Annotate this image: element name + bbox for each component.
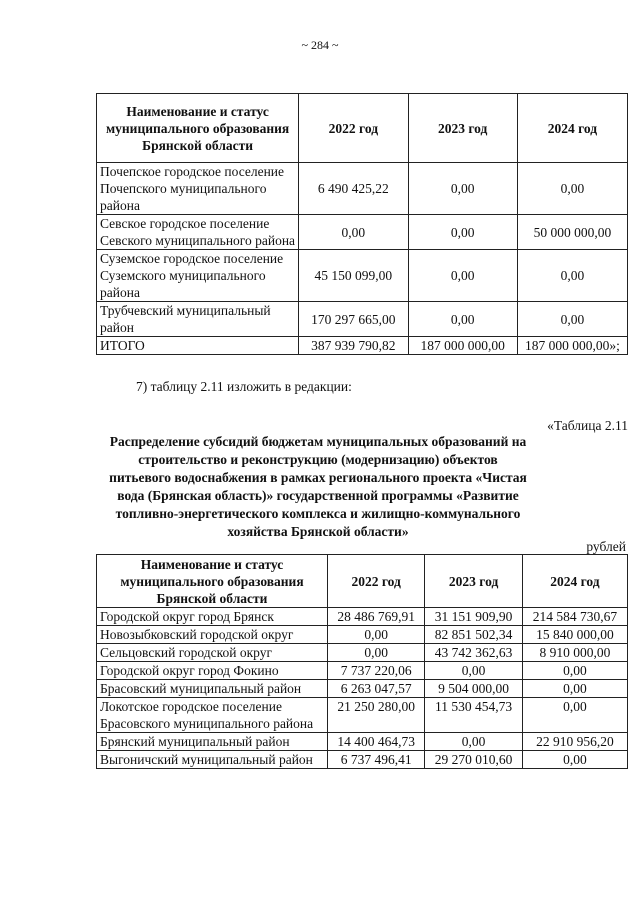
header-2024: 2024 год — [522, 555, 627, 608]
total-2023: 187 000 000,00 — [408, 337, 517, 355]
value-2023: 11 530 454,73 — [425, 698, 522, 733]
table-row — [97, 215, 628, 250]
table-2-10-end — [96, 93, 628, 355]
value-2022: 0,00 — [328, 644, 425, 662]
value-2022: 21 250 280,00 — [328, 698, 425, 733]
table-header-row — [97, 555, 628, 608]
value-2023: 0,00 — [425, 662, 522, 680]
value-2024: 214 584 730,67 — [522, 608, 627, 626]
table-header-row — [97, 94, 628, 163]
table-title: Распределение субсидий бюджетам муниципальных образований на строительство и реконструкцию (модернизацию) объектов питьевого водоснабжения в рамках регионального проекта «Чистая вода (Брянская область)» государственной программы «Развитие топливно-энергетического комплекса и жилищно-коммунального хозяйства Брянской области» — [109, 434, 527, 539]
value-2024: 22 910 956,20 — [522, 733, 627, 751]
table-2-11 — [96, 554, 628, 769]
table-row — [97, 662, 628, 680]
amendment-instruction: 7) таблицу 2.11 изложить в редакции: — [136, 379, 352, 394]
value-2023: 43 742 362,63 — [425, 644, 522, 662]
table-row — [97, 751, 628, 769]
value-2022: 7 737 220,06 — [328, 662, 425, 680]
units-label: рублей — [586, 539, 626, 554]
value-2022: 0,00 — [328, 626, 425, 644]
value-2023: 82 851 502,34 — [425, 626, 522, 644]
municipality-name: Городской округ город Брянск — [97, 608, 328, 626]
value-2024: 0,00 — [517, 302, 627, 337]
municipality-name: Выгоничский муниципальный район — [97, 751, 328, 769]
header-2022: 2022 год — [299, 94, 408, 163]
municipality-name: Трубчевский муниципальный район — [97, 302, 299, 337]
value-2022: 0,00 — [299, 215, 408, 250]
header-municipality: Наименование и статус муниципального образования Брянской области — [97, 555, 328, 608]
page-number: ~ 284 ~ — [301, 38, 339, 52]
value-2024: 0,00 — [522, 751, 627, 769]
value-2022: 6 263 047,57 — [328, 680, 425, 698]
total-2022: 387 939 790,82 — [299, 337, 408, 355]
value-2023: 0,00 — [425, 733, 522, 751]
value-2023: 0,00 — [408, 250, 517, 302]
header-2022: 2022 год — [328, 555, 425, 608]
header-2023: 2023 год — [425, 555, 522, 608]
municipality-name: Почепское городское поселение Почепского муниципального района — [97, 163, 299, 215]
table-row — [97, 302, 628, 337]
value-2024: 0,00 — [522, 680, 627, 698]
value-2023: 0,00 — [408, 163, 517, 215]
municipality-name: Брянский муниципальный район — [97, 733, 328, 751]
table-row — [97, 733, 628, 751]
value-2022: 14 400 464,73 — [328, 733, 425, 751]
value-2023: 0,00 — [408, 215, 517, 250]
value-2022: 170 297 665,00 — [299, 302, 408, 337]
table-label: «Таблица 2.11 — [547, 418, 628, 433]
value-2024: 0,00 — [522, 698, 627, 733]
total-label: ИТОГО — [97, 337, 299, 355]
value-2022: 6 490 425,22 — [299, 163, 408, 215]
value-2022: 45 150 099,00 — [299, 250, 408, 302]
table-row — [97, 626, 628, 644]
table-row — [97, 163, 628, 215]
table-row — [97, 698, 628, 733]
value-2023: 29 270 010,60 — [425, 751, 522, 769]
value-2022: 6 737 496,41 — [328, 751, 425, 769]
municipality-name: Сельцовский городской округ — [97, 644, 328, 662]
value-2024: 0,00 — [517, 250, 627, 302]
header-2024: 2024 год — [517, 94, 627, 163]
header-2023: 2023 год — [408, 94, 517, 163]
municipality-name: Городской округ город Фокино — [97, 662, 328, 680]
value-2023: 31 151 909,90 — [425, 608, 522, 626]
municipality-name: Севское городское поселение Севского муниципального района — [97, 215, 299, 250]
value-2023: 9 504 000,00 — [425, 680, 522, 698]
value-2024: 0,00 — [517, 163, 627, 215]
table-row — [97, 644, 628, 662]
table-row — [97, 680, 628, 698]
value-2024: 0,00 — [522, 662, 627, 680]
value-2024: 50 000 000,00 — [517, 215, 627, 250]
value-2022: 28 486 769,91 — [328, 608, 425, 626]
municipality-name: Суземское городское поселение Суземского муниципального района — [97, 250, 299, 302]
municipality-name: Новозыбковский городской округ — [97, 626, 328, 644]
table-row — [97, 250, 628, 302]
municipality-name: Локотское городское поселение Брасовского муниципального района — [97, 698, 328, 733]
header-municipality: Наименование и статус муниципального образования Брянской области — [97, 94, 299, 163]
total-row — [97, 337, 628, 355]
total-2024: 187 000 000,00»; — [517, 337, 627, 355]
table-row — [97, 608, 628, 626]
value-2024: 8 910 000,00 — [522, 644, 627, 662]
municipality-name: Брасовский муниципальный район — [97, 680, 328, 698]
value-2024: 15 840 000,00 — [522, 626, 627, 644]
value-2023: 0,00 — [408, 302, 517, 337]
